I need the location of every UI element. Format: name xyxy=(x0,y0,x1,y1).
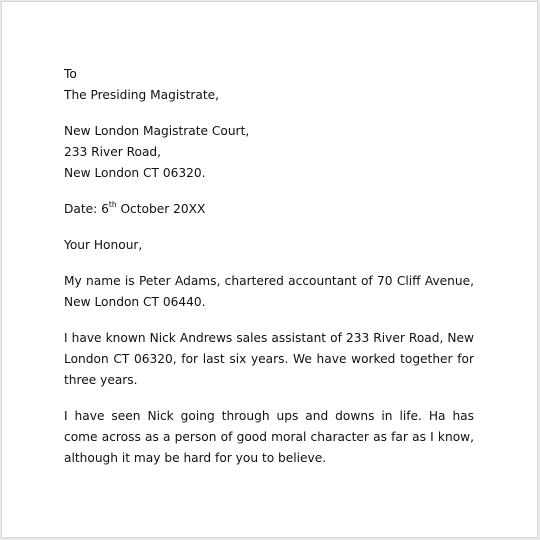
date-prefix: Date: 6 xyxy=(64,202,109,216)
recipient-address xyxy=(64,121,474,184)
letter-page xyxy=(1,1,538,538)
date-rest: October 20XX xyxy=(116,202,206,216)
paragraph-3: I have seen Nick going through ups and downs in life. Ha has come across as a person of good moral character as far as I know, although it may be hard for you to believe. xyxy=(64,409,474,465)
address-line-2: 233 River Road, xyxy=(64,145,162,159)
salutation-text: Your Honour, xyxy=(64,238,143,252)
to-label: To xyxy=(64,67,77,81)
address-line-1: New London Magistrate Court, xyxy=(64,124,250,138)
recipient-title: The Presiding Magistrate, xyxy=(64,88,219,102)
paragraph-2: I have known Nick Andrews sales assistant of 233 River Road, New London CT 06320, for last six years. We have worked together for three years. xyxy=(64,331,474,387)
salutation xyxy=(64,235,474,256)
letter-body xyxy=(64,64,474,484)
recipient-block xyxy=(64,64,474,106)
paragraph-1: My name is Peter Adams, chartered accountant of 70 Cliff Avenue, New London CT 06440. xyxy=(64,274,474,309)
date-line xyxy=(64,199,474,220)
date-suffix: th xyxy=(108,199,117,209)
address-line-3: New London CT 06320. xyxy=(64,166,206,180)
